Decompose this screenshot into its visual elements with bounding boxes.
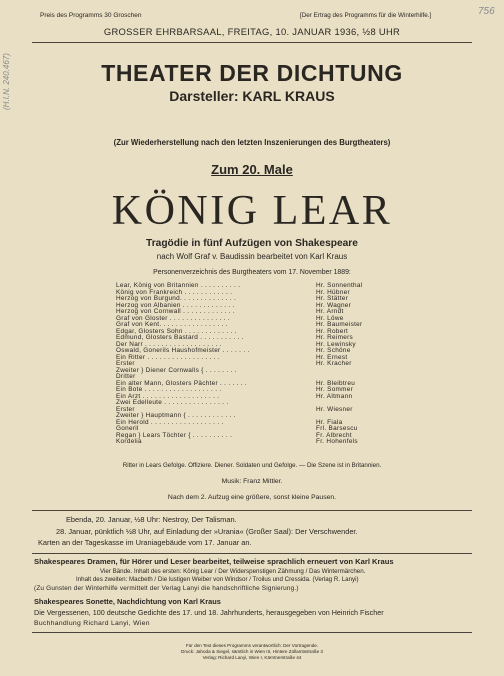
- cast-actor: Frl. Barsescu: [316, 425, 358, 432]
- cast-role: Herzog von Cornwall . . . . . . . . . . . . .: [116, 308, 235, 315]
- adaptation-line: nach Wolf Graf v. Baudissin bearbeitet von Karl Kraus: [156, 252, 348, 261]
- cast-role: Goneril: [116, 425, 139, 432]
- cast-role: Graf von Gloster . . . . . . . . . . . . . . .: [116, 314, 230, 322]
- cast-role: Zweiter } Diener Cornwalls { . . . . . . . .: [116, 366, 237, 374]
- restoration-note: (Zur Wiederherstellung nach den letzten Inszenierungen des Burgtheaters): [113, 138, 391, 147]
- cast-role: Edgar, Glosters Sohn . . . . . . . . . . . . .: [116, 327, 237, 335]
- play-subtitle: Tragödie in fünf Aufzügen von Shakespeare: [146, 238, 358, 249]
- cast-actor: Hr. Bleibtreu: [316, 379, 356, 387]
- cast-role: Zweiter } Hauptmann { . . . . . . . . . . . .: [116, 412, 236, 419]
- cast-actor: Hr. Wiesner: [316, 405, 353, 413]
- cast-role: Ein Herold . . . . . . . . . . . . . . . . . .: [116, 418, 224, 426]
- cast-actor: Hr. Löwe: [316, 314, 344, 322]
- cast-role: Ein alter Mann, Glosters Pächter . . . . . . .: [116, 379, 248, 387]
- ads-rule: [32, 553, 472, 554]
- cast-role: Regan } Lears Töchter { . . . . . . . . . .: [116, 431, 233, 439]
- cast-actor: Hr. Arndt: [316, 308, 344, 315]
- footer-printer: Druck: Jahoda & Siegel, sämtlich in Wien III, Hintere Zollamtsstraße 3: [181, 649, 323, 654]
- cast-actor: Hr. Lewinsky: [316, 340, 356, 348]
- play-title: KÖNIG LEAR: [111, 188, 393, 234]
- ad-volume-two: Inhalt des zweiten: Macbeth / Die lustigen Weiber von Windsor / Troilus und Cressida. (Verlag R. Lanyi): [76, 576, 359, 583]
- cast-role: Erster: [116, 405, 135, 413]
- cast-role: Lear, König von Britannien . . . . . . . . . .: [116, 282, 241, 289]
- cast-actor: Hr. Baumeister: [316, 321, 363, 328]
- proceeds-note: [Der Ertrag des Programms für die Winterhilfe.]: [300, 12, 432, 19]
- cast-role: Herzog von Burgund. . . . . . . . . . . . . .: [116, 295, 237, 302]
- cast-role: Herzog von Albanien . . . . . . . . . . . . .: [116, 301, 235, 309]
- event-verschwender: 28. Januar, pünktlich ½8 Uhr, auf Einladung der »Urania« (Großer Saal): Der Verschwender.: [56, 527, 358, 536]
- venue-date: GROSSER EHRBARSAAL, FREITAG, 10. JANUAR 1936, ½8 UHR: [103, 26, 401, 37]
- ad-vergessenen: Die Vergessenen, 100 deutsche Gedichte des 17. und 18. Jahrhunderts, herausgegeben von Heinrich Fischer: [34, 608, 384, 617]
- cast-role: Zwei Edelleute . . . . . . . . . . . . . . . .: [116, 399, 229, 406]
- cast-role: Graf von Kent. . . . . . . . . . . . . . . . .: [116, 321, 228, 328]
- cast-role: Erster: [116, 360, 135, 367]
- ad-signing: (Zu Gunsten der Winterhilfe vermittelt der Verlag Lanyi die handschriftliche Signierung.): [34, 585, 299, 592]
- performance-count: Zum 20. Male: [211, 162, 293, 177]
- footer-publisher: Verlag: Richard Lanyi, Wien I, Kärntnerstraße 44: [202, 655, 302, 660]
- cast-role: Der Narr . . . . . . . . . . . . . . . . . . .: [116, 340, 222, 348]
- ad-bookshop: Buchhandlung Richard Lanyi, Wien: [34, 620, 150, 627]
- price-note: Preis des Programms 30 Groschen: [40, 12, 142, 19]
- page-number-note: 756: [478, 6, 495, 17]
- cast-actor: Fr. Hohenfels: [316, 438, 358, 445]
- music-credit: Musik: Franz Mittler.: [221, 478, 283, 485]
- cast-role: König von Frankreich . . . . . . . . . . . .: [116, 288, 233, 296]
- cast-actor: Hr. Robert: [316, 327, 349, 335]
- cast-actor: Hr. Stätter: [316, 295, 349, 302]
- archive-code: (H.I.N. 240.467): [2, 53, 11, 110]
- cast-row: [116, 439, 386, 446]
- pause-note: Nach dem 2. Aufzug eine größere, sonst kleine Pausen.: [167, 494, 337, 501]
- cast-role: Edmund, Glosters Bastard . . . . . . . . . . .: [116, 334, 244, 341]
- cast-role: Kordelia: [116, 438, 142, 445]
- cast-actor: Hr. Ernest: [316, 353, 348, 361]
- ad-volume-one: Vier Bände. Inhalt des ersten: König Lear / Der Widerspenstigen Zähmung / Das Wintermärchen.: [100, 568, 366, 575]
- cast-actor: Hr. Schöne: [316, 347, 351, 354]
- cast-actor: Hr. Hübner: [316, 288, 350, 296]
- cast-role: Ein Ritter . . . . . . . . . . . . . . . . . .: [116, 353, 220, 361]
- footer-rule: [32, 632, 472, 633]
- cast-actor: Hr. Reimers: [316, 334, 354, 341]
- cast-actor: Hr. Kracher: [316, 360, 352, 367]
- event-talisman: Ebenda, 20. Januar, ½8 Uhr: Nestroy, Der Talisman.: [66, 515, 237, 524]
- ad-dramen: Shakespeares Dramen, für Hörer und Leser bearbeitet, teilweise sprachlich erneuert von Karl Kraus: [34, 557, 394, 566]
- cast-role: Dritter: [116, 373, 136, 380]
- cast-role: Ein Arzt . . . . . . . . . . . . . . . . . . .: [116, 392, 220, 400]
- cast-list: [116, 283, 386, 446]
- cast-actor: Hr. Fiala: [316, 418, 343, 426]
- cast-role: Oswald, Gonerils Haushofmeister . . . . . . .: [116, 347, 250, 354]
- header-rule: [32, 42, 472, 43]
- ad-sonette: Shakespeares Sonette, Nachdichtung von Karl Kraus: [34, 597, 221, 606]
- ticket-info: Karten an der Tageskasse im Uraniagebäude vom 17. Januar an.: [38, 538, 252, 547]
- footer-responsibility: Für den Text dieses Programms verantwortlich: Der Vortragende.: [185, 643, 319, 648]
- events-rule: [32, 510, 472, 511]
- cast-actor: Hr. Sonnenthal: [316, 282, 363, 289]
- cast-role: Ein Bote . . . . . . . . . . . . . . . . . . .: [116, 386, 222, 393]
- theater-title: THEATER DER DICHTUNG: [101, 60, 403, 86]
- extras-note: Ritter in Lears Gefolge. Offiziere. Diener. Soldaten und Gefolge. — Die Szene ist in Britannien.: [122, 462, 382, 469]
- cast-actor: Hr. Wagner: [316, 301, 352, 309]
- performer-line: Darsteller: KARL KRAUS: [169, 88, 335, 104]
- cast-actor: Hr. Altmann: [316, 392, 353, 400]
- cast-heading: Personenverzeichnis des Burgtheaters vom 17. November 1889:: [153, 269, 351, 276]
- cast-actor: Fr. Albrecht: [316, 431, 352, 439]
- cast-actor: Hr. Sommer: [316, 386, 354, 393]
